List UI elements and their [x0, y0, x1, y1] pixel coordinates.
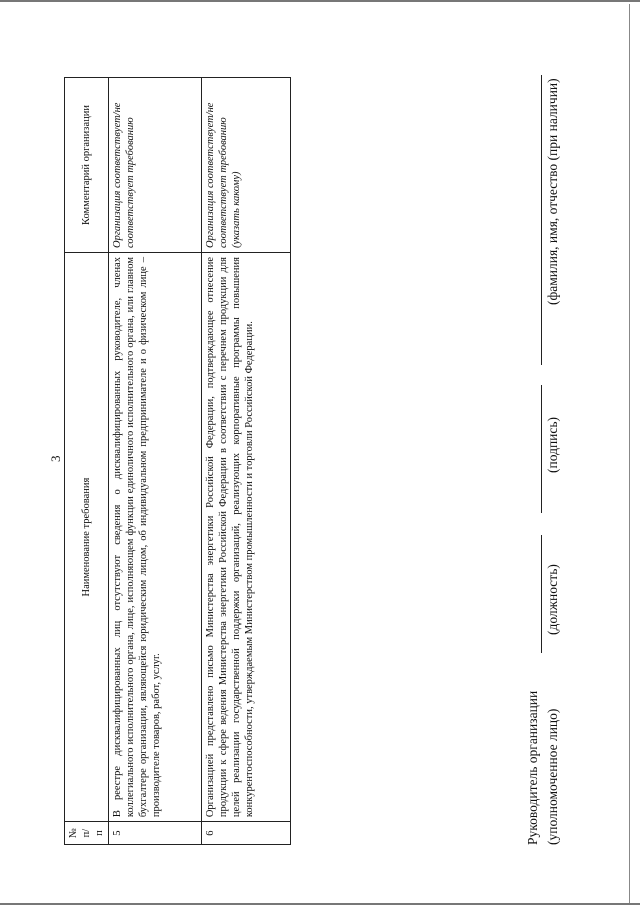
requirement-text: Организацией представлено письмо Министерства энергетики Российской Федерации, подтверждающее отнесение продукции к сфере ведения Министерства энергетики Российской Федерации в соответствии с перечнем продукции для целей реализации государственной поддержки организаций, реализующих корпоративные программы повышения конкурентоспособности, утверждаемым Министерством промышленности и торговли Российской Федерации. — [202, 253, 291, 822]
row-number: 5 — [109, 822, 202, 845]
full-name-label: (фамилия, имя, отчество (при наличии) — [545, 78, 560, 305]
requirement-text: В реестре дисквалифицированных лиц отсутствуют сведения о дисквалифицированных руководителе, членах коллегиального исполнительного органа, лице, исполняющем функции единоличного исполнительного органа, или главном бухгалтере организации, являющейся юридическим лицом, об индивидуальном предпринимателе и о физическом лице – производителе товаров, работ, услуг. — [109, 253, 202, 822]
signature-underline — [541, 385, 542, 513]
signatory-subtitle: (уполномоченное лицо) — [545, 708, 560, 845]
position-underline — [541, 535, 542, 653]
signature-label: (подпись) — [545, 416, 560, 473]
organization-comment: Организация соответствует/не соответствует требованию — [109, 78, 202, 253]
requirements-table — [64, 77, 291, 845]
organization-comment: Организация соответствует/не соответствует требованию (указать какому) — [202, 78, 291, 253]
header-organization-comment: Комментарий организации — [65, 78, 109, 253]
table-row — [109, 78, 202, 845]
table-row — [202, 78, 291, 845]
row-number: 6 — [202, 822, 291, 845]
header-requirement-name: Наименование требования — [65, 253, 109, 822]
position-label: (должность) — [545, 564, 560, 635]
table-header-row — [65, 78, 109, 845]
header-number: № п/п — [65, 822, 109, 845]
full-name-underline — [541, 75, 542, 365]
signatory-title: Руководитель организации — [525, 690, 540, 845]
page-number: 3 — [48, 455, 63, 462]
